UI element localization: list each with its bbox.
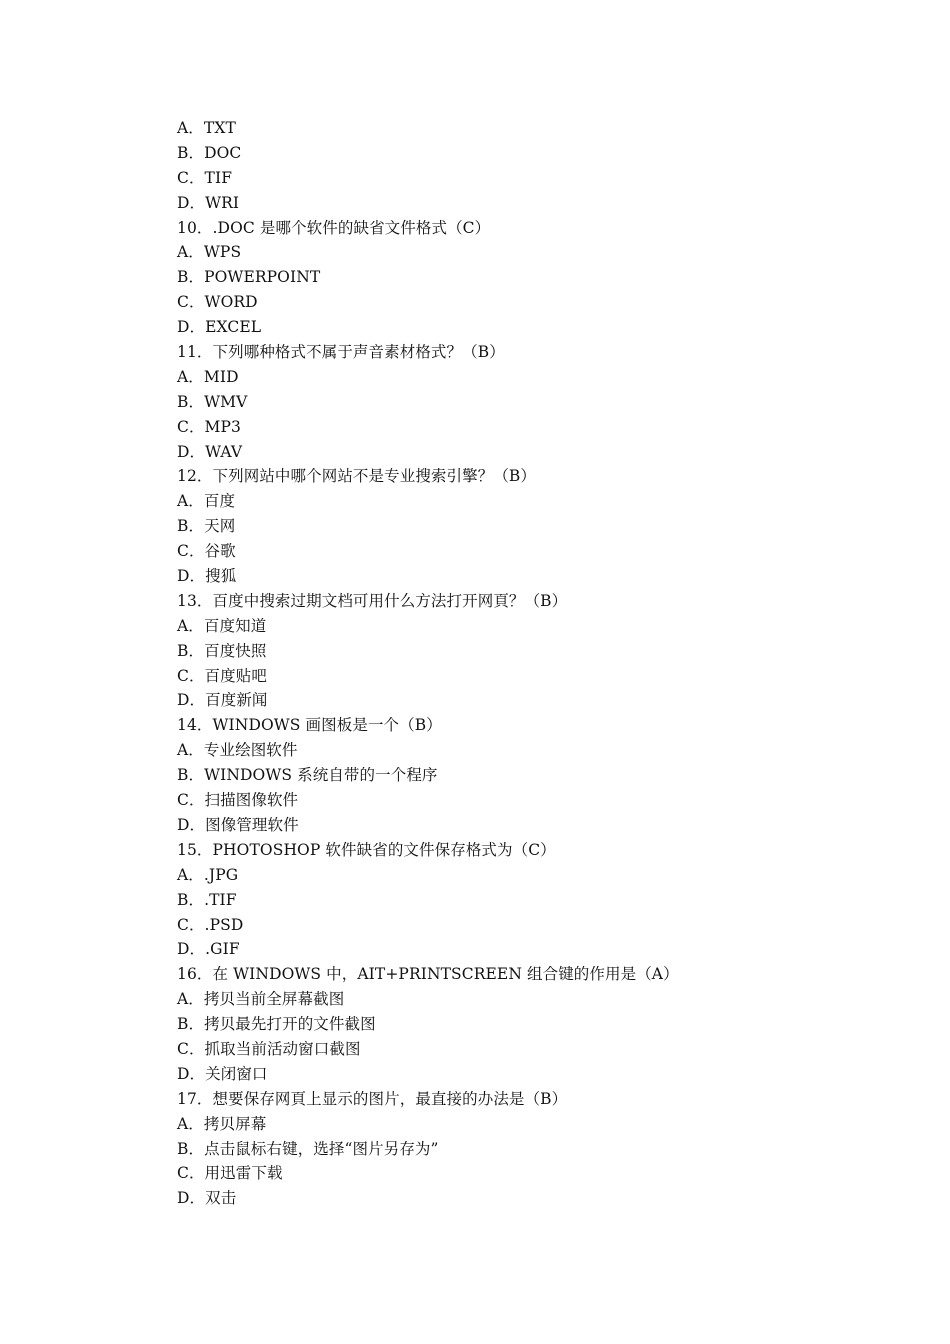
option-c: C．百度贴吧	[177, 666, 267, 685]
option-c: C．WORD	[177, 293, 258, 312]
option-b: B．天网	[177, 517, 236, 536]
option-a: A．百度知道	[177, 616, 267, 635]
option-c: C．扫描图像软件	[177, 791, 299, 810]
option-c: C．抓取当前活动窗口截图	[177, 1039, 361, 1058]
question-16: 16．在 WINDOWS 中，AIT+PRINTSCREEN 组合键的作用是（A）	[177, 965, 679, 984]
question-10: 10．.DOC 是哪个软件的缺省文件格式（C）	[177, 218, 491, 237]
option-b: B．百度快照	[177, 641, 267, 660]
question-12: 12．下列网站中哪个网站不是专业搜索引擎？（B）	[177, 467, 537, 486]
option-b: B．WMV	[177, 392, 248, 411]
question-17: 17．想要保存网頁上显示的图片，最直接的办法是（B）	[177, 1089, 568, 1108]
option-d: D．EXCEL	[177, 318, 262, 337]
option-d: D．WRI	[177, 193, 240, 212]
option-a: A．拷贝屏幕	[177, 1114, 267, 1133]
option-d: D．双击	[177, 1189, 237, 1208]
option-c: C．.PSD	[177, 915, 244, 934]
question-15: 15．PHOTOSHOP 软件缺省的文件保存格式为（C）	[177, 840, 556, 859]
option-b: B．拷贝最先打开的文件截图	[177, 1015, 376, 1034]
question-14: 14．WINDOWS 画图板是一个（B）	[177, 716, 442, 735]
question-11: 11．下列哪种格式不属于声音素材格式？（B）	[177, 343, 505, 362]
option-a: A．.JPG	[177, 865, 239, 884]
option-a: A．拷贝当前全屏幕截图	[177, 990, 345, 1009]
option-d: D．图像管理软件	[177, 815, 299, 834]
option-d: D．百度新闻	[177, 691, 268, 710]
option-b: B．WINDOWS 系统自带的一个程序	[177, 766, 438, 785]
question-13: 13．百度中搜索过期文档可用什么方法打开网頁？（B）	[177, 591, 568, 610]
option-a: A．WPS	[177, 243, 242, 262]
option-d: D．关闭窗口	[177, 1064, 268, 1083]
question-list	[177, 116, 877, 1211]
option-b: B．DOC	[177, 143, 242, 162]
option-a: A．TXT	[177, 119, 236, 137]
option-a: A．专业绘图软件	[177, 741, 298, 760]
option-d: D．WAV	[177, 442, 243, 461]
option-d: D．搜狐	[177, 567, 237, 586]
option-c: C．TIF	[177, 168, 233, 187]
option-a: A．MID	[177, 367, 239, 386]
option-c: C．用迅雷下载	[177, 1164, 283, 1183]
option-c: C．谷歌	[177, 542, 236, 561]
option-c: C．MP3	[177, 417, 242, 436]
option-d: D．.GIF	[177, 940, 240, 959]
option-b: B．POWERPOINT	[177, 268, 321, 287]
option-a: A．百度	[177, 492, 236, 511]
option-b: B．点击鼠标右键，选择“图片另存为”	[177, 1139, 439, 1158]
option-b: B．.TIF	[177, 890, 237, 909]
